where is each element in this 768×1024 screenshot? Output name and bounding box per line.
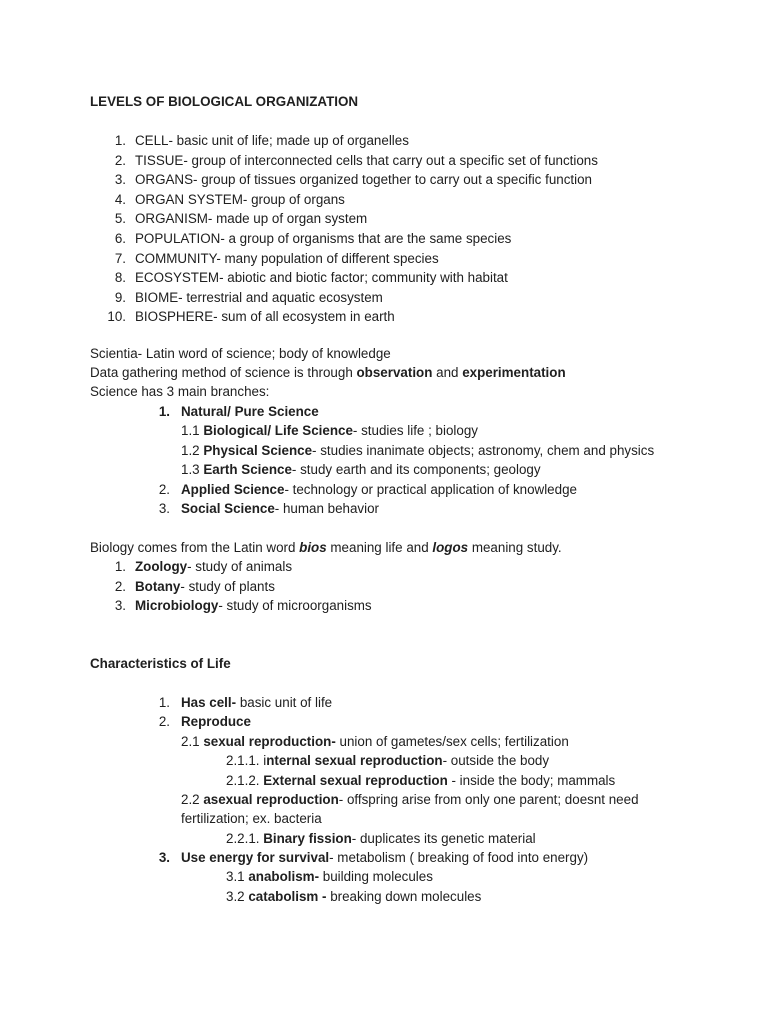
list-number: 9. <box>114 289 126 305</box>
char-has-cell <box>181 693 332 713</box>
scientia-line: Scientia- Latin word of science; body of knowledge <box>90 346 391 361</box>
char-use-energy <box>181 848 588 868</box>
catabolism <box>226 887 481 907</box>
text-span: Data gathering method of science is through <box>90 365 357 380</box>
text-span: i <box>263 753 267 768</box>
bold-term: Social Science <box>181 501 275 516</box>
text-span: union of gametes/sex cells; fertilization <box>335 734 569 749</box>
list-number: 2. <box>158 714 170 729</box>
bold-term: Zoology <box>135 559 188 574</box>
bold-term: anabolism- <box>248 869 320 884</box>
bold-observation: observation <box>356 365 433 380</box>
text-span: - studies inanimate objects; astronomy, chem and physics <box>312 442 655 458</box>
asexual-reproduction <box>181 790 639 810</box>
list-number: 10. <box>107 309 126 325</box>
sub-number: 1.3 <box>181 462 204 477</box>
list-number: 3. <box>114 172 126 188</box>
biology-branch-item <box>135 577 275 597</box>
text-span: breaking down molecules <box>326 889 482 904</box>
text-span: - study earth and its components; geology <box>291 462 541 477</box>
sub-number: 2.1.1. <box>226 753 264 768</box>
biology-intro <box>90 538 562 558</box>
list-number: 3. <box>158 850 170 865</box>
char-reproduce: Reproduce <box>181 714 251 729</box>
term-logos: logos <box>432 540 469 555</box>
internal-sexual-reproduction <box>226 751 549 771</box>
list-number: 3. <box>114 598 126 613</box>
text-span: and <box>432 365 463 380</box>
text-span: basic unit of life <box>236 695 333 710</box>
list-number: 1. <box>114 133 126 148</box>
bold-term: Earth Science <box>203 462 292 477</box>
level-item: POPULATION- a group of organisms that are the same species <box>135 231 512 246</box>
text-span: - study of microorganisms <box>218 598 372 613</box>
level-item: ORGANS- group of tissues organized together to carry out a specific function <box>135 172 592 188</box>
bold-term: Physical Science <box>203 442 313 458</box>
level-item: BIOME- terrestrial and aquatic ecosystem <box>135 289 383 305</box>
text-span: - inside the body; mammals <box>447 773 616 788</box>
bold-term: nternal sexual reproduction <box>266 753 443 768</box>
list-number: 6. <box>114 231 126 246</box>
bold-term: Biological/ Life Science <box>203 423 353 438</box>
level-item: BIOSPHERE- sum of all ecosystem in earth <box>135 309 395 325</box>
bold-term: Microbiology <box>135 598 219 613</box>
natural-science-subitem <box>181 441 654 461</box>
branch-applied-science <box>181 480 577 500</box>
level-item: COMMUNITY- many population of different species <box>135 250 439 266</box>
text-span: - technology or practical application of knowledge <box>284 482 577 497</box>
text-span: meaning study. <box>468 540 562 555</box>
text-span: - study of plants <box>180 578 275 594</box>
bold-term: Has cell- <box>181 695 237 710</box>
natural-science-subitem <box>181 421 478 441</box>
sub-number: 3.1 <box>226 869 249 884</box>
text-span: building molecules <box>319 869 433 884</box>
anabolism <box>226 867 433 887</box>
text-span: - study of animals <box>187 559 293 574</box>
data-gathering-line <box>90 363 566 383</box>
external-sexual-reproduction <box>226 771 615 791</box>
bold-term: sexual reproduction- <box>203 734 336 749</box>
page-title: LEVELS OF BIOLOGICAL ORGANIZATION <box>90 94 359 109</box>
level-item: ORGAN SYSTEM- group of organs <box>135 191 345 207</box>
bold-experimentation: experimentation <box>462 365 566 380</box>
branches-intro: Science has 3 main branches: <box>90 384 270 399</box>
bold-term: External sexual reproduction <box>263 773 448 788</box>
level-item: CELL- basic unit of life; made up of organelles <box>135 133 409 148</box>
list-number: 3. <box>158 501 170 516</box>
text-span: meaning life and <box>326 540 433 555</box>
natural-science-subitem <box>181 460 541 480</box>
bold-term: Applied Science <box>181 482 285 497</box>
list-number: 8. <box>114 270 126 286</box>
list-number: 4. <box>114 191 126 207</box>
level-item: ORGANISM- made up of organ system <box>135 211 368 227</box>
term-bios: bios <box>299 540 327 555</box>
list-number: 1. <box>114 559 126 574</box>
bold-term: asexual reproduction <box>203 792 339 807</box>
level-item: TISSUE- group of interconnected cells that carry out a specific set of functions <box>135 152 598 168</box>
sub-number: 2.2 <box>181 792 204 807</box>
list-number: 1. <box>158 404 170 419</box>
text-span: - studies life ; biology <box>352 423 478 438</box>
asexual-reproduction-continued: fertilization; ex. bacteria <box>181 811 322 826</box>
text-span: Biology comes from the Latin word <box>90 540 300 555</box>
bold-term: Use energy for survival <box>181 850 330 865</box>
list-number: 1. <box>158 695 170 710</box>
text-span: - duplicates its genetic material <box>351 831 536 846</box>
list-number: 7. <box>114 250 126 266</box>
list-number: 2. <box>114 152 126 168</box>
bold-term: catabolism - <box>248 889 327 904</box>
level-item: ECOSYSTEM- abiotic and biotic factor; community with habitat <box>135 270 508 286</box>
biology-branch-item <box>135 596 372 616</box>
bold-term: Binary fission <box>263 831 352 846</box>
branch-social-science <box>181 499 379 519</box>
list-number: 2. <box>158 482 170 497</box>
text-span: - offspring arise from only one parent; doesnt need <box>338 792 639 807</box>
branch-natural-science: Natural/ Pure Science <box>181 404 319 419</box>
text-span: - metabolism ( breaking of food into energy) <box>329 850 589 865</box>
sub-number: 2.2.1. <box>226 831 264 846</box>
sexual-reproduction <box>181 732 569 752</box>
sub-number: 2.1 <box>181 734 204 749</box>
binary-fission <box>226 829 536 849</box>
sub-number: 2.1.2. <box>226 773 264 788</box>
biology-branch-item <box>135 557 292 577</box>
list-number: 5. <box>114 211 126 227</box>
bold-term: Botany <box>135 578 181 594</box>
sub-number: 3.2 <box>226 889 249 904</box>
sub-number: 1.2 <box>181 442 204 458</box>
text-span: - outside the body <box>442 753 550 768</box>
text-span: - human behavior <box>274 501 380 516</box>
list-number: 2. <box>114 578 126 594</box>
characteristics-heading: Characteristics of Life <box>90 656 231 671</box>
sub-number: 1.1 <box>181 423 204 438</box>
